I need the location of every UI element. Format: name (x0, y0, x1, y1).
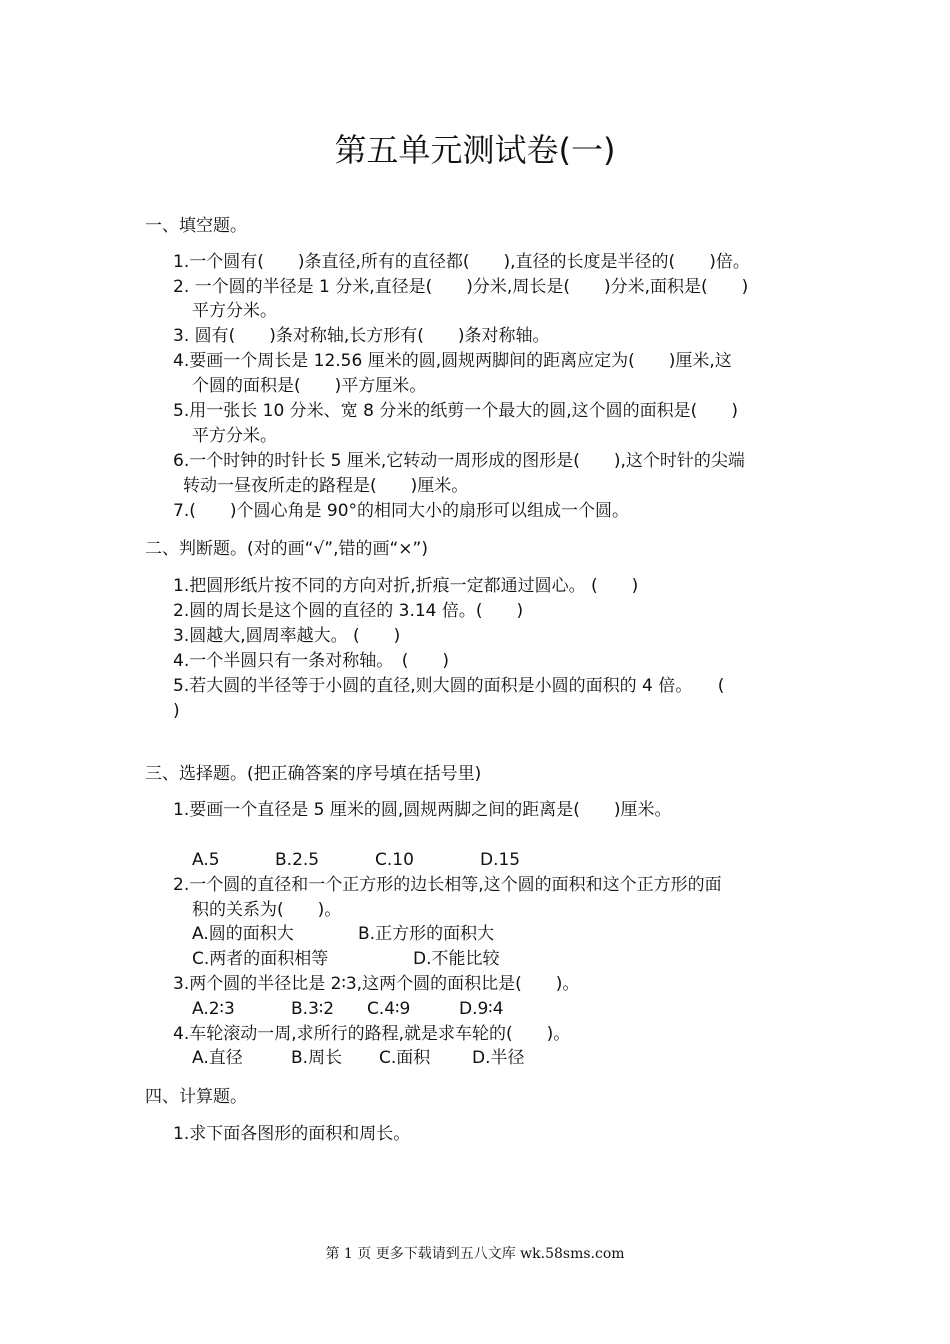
option-b: B.2.5 (275, 850, 320, 870)
question-text: 1.求下面各图形的面积和周长。 (173, 1124, 411, 1144)
option-d: D.15 (480, 850, 521, 870)
question-text: 2.一个圆的直径和一个正方形的边长相等,这个圆的面积和这个正方形的面 (173, 875, 722, 895)
page-footer: 第 1 页 更多下载请到五八文库 wk.58sms.com (325, 1246, 625, 1262)
section-heading-choice: 三、选择题。(把正确答案的序号填在括号里) (145, 764, 482, 784)
question-text: 1.把圆形纸片按不同的方向对折,折痕一定都通过圆心。 ( ) (173, 576, 639, 596)
option-d: D.9∶4 (459, 999, 504, 1019)
option-a: A.圆的面积大 (192, 924, 294, 944)
question-text: 3. 圆有( )条对称轴,长方形有( )条对称轴。 (173, 326, 550, 346)
option-c: C.4∶9 (367, 999, 411, 1019)
question-text: 1.要画一个直径是 5 厘米的圆,圆规两脚之间的距离是( )厘米。 (173, 800, 672, 820)
option-a: A.直径 (192, 1048, 243, 1068)
question-text: 5.若大圆的半径等于小圆的直径,则大圆的面积是小圆的面积的 4 倍。 ( (173, 676, 725, 696)
option-c: C.10 (375, 850, 414, 870)
option-b: B.3∶2 (291, 999, 335, 1019)
option-d: D.不能比较 (413, 949, 500, 969)
question-text: 3.两个圆的半径比是 2∶3,这两个圆的面积比是( )。 (173, 974, 580, 994)
page-title: 第五单元测试卷(一) (334, 131, 616, 169)
option-d: D.半径 (472, 1048, 525, 1068)
option-c: C.面积 (379, 1048, 431, 1068)
question-text: 积的关系为( )。 (192, 900, 342, 920)
option-b: B.周长 (291, 1048, 343, 1068)
question-text: 6.一个时钟的时针长 5 厘米,它转动一周形成的图形是( ),这个时针的尖端 (173, 451, 745, 471)
option-c: C.两者的面积相等 (192, 949, 329, 969)
question-text: 平方分米。 (192, 301, 277, 321)
section-heading-calc: 四、计算题。 (145, 1087, 247, 1107)
section-heading-fill: 一、填空题。 (145, 216, 247, 236)
question-text: 1.一个圆有( )条直径,所有的直径都( ),直径的长度是半径的( )倍。 (173, 252, 750, 272)
question-text: 转动一昼夜所走的路程是( )厘米。 (183, 476, 469, 496)
option-b: B.正方形的面积大 (358, 924, 495, 944)
option-a: A.5 (192, 850, 220, 870)
question-text: 平方分米。 (192, 426, 277, 446)
question-text: 3.圆越大,圆周率越大。 ( ) (173, 626, 401, 646)
question-text: 个圆的面积是( )平方厘米。 (192, 376, 427, 396)
question-text: 2.圆的周长是这个圆的直径的 3.14 倍。( ) (173, 601, 524, 621)
question-text: 7.( )个圆心角是 90°的相同大小的扇形可以组成一个圆。 (173, 501, 630, 521)
question-text: ) (173, 701, 180, 721)
question-text: 5.用一张长 10 分米、宽 8 分米的纸剪一个最大的圆,这个圆的面积是( ) (173, 401, 738, 421)
option-a: A.2∶3 (192, 999, 235, 1019)
question-text: 4.一个半圆只有一条对称轴。 ( ) (173, 651, 449, 671)
section-heading-judge: 二、判断题。(对的画“√”,错的画“×”) (145, 539, 428, 559)
question-text: 2. 一个圆的半径是 1 分米,直径是( )分米,周长是( )分米,面积是( ) (173, 277, 749, 297)
question-text: 4.要画一个周长是 12.56 厘米的圆,圆规两脚间的距离应定为( )厘米,这 (173, 351, 732, 371)
question-text: 4.车轮滚动一周,求所行的路程,就是求车轮的( )。 (173, 1024, 571, 1044)
